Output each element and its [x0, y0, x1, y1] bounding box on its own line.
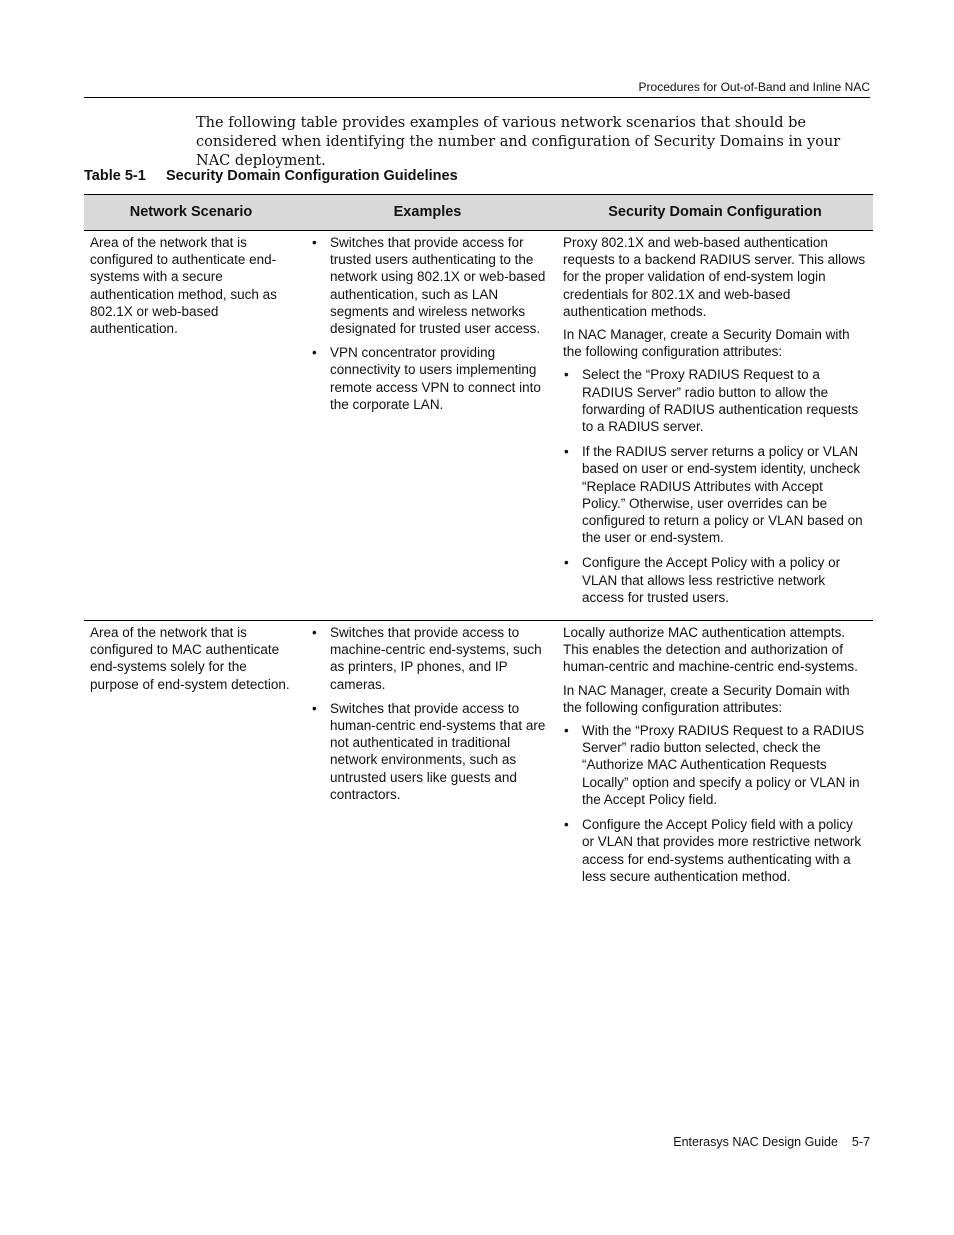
header-examples: Examples: [298, 195, 557, 231]
configuration-item: • Configure the Accept Policy with a policy or VLAN that allows less restrictive network access for trusted users.: [563, 554, 867, 606]
table-header-row: [84, 195, 873, 231]
intro-paragraph: The following table provides examples of various network scenarios that should be considered when identifying the number and configuration of Security Domains in your NAC deployment.: [196, 115, 841, 169]
examples-cell: [298, 231, 557, 621]
example-item: • Switches that provide access for trusted users authenticating to the network using 802.1X or web-based authentication, such as LAN segments and wireless networks designated for trusted user access.: [311, 234, 551, 337]
header-rule: [84, 97, 870, 98]
configuration-list: [563, 722, 867, 885]
table-row: [84, 231, 873, 621]
examples-list: [311, 234, 551, 413]
footer-guide-title: Enterasys NAC Design Guide: [673, 1135, 838, 1149]
example-item: • Switches that provide access to machine-centric end-systems, such as printers, IP phones, and IP cameras.: [311, 624, 551, 693]
configuration-cell: [557, 621, 873, 899]
configuration-paragraph: Locally authorize MAC authentication attempts. This enables the detection and authorization of human-centric and machine-centric end-systems.: [563, 625, 858, 675]
configuration-item: • Select the “Proxy RADIUS Request to a RADIUS Server” radio button to allow the forwarding of RADIUS authentication requests to a RADIUS server.: [563, 366, 867, 435]
examples-list: [311, 624, 551, 803]
table-caption: [84, 168, 458, 184]
scenario-cell: Area of the network that is configured to authenticate end-systems with a secure authentication method, such as 802.1X or web-based authentication.: [84, 231, 298, 621]
security-domain-table: [84, 194, 873, 899]
page-number: 5-7: [851, 1135, 870, 1149]
table-caption-title: Security Domain Configuration Guidelines: [166, 168, 458, 184]
running-header: Procedures for Out-of-Band and Inline NAC: [638, 80, 870, 94]
header-security-domain-configuration: Security Domain Configuration: [557, 195, 873, 231]
page-footer: [673, 1135, 870, 1149]
configuration-paragraph: Proxy 802.1X and web-based authentication requests to a backend RADIUS server. This allows for the proper validation of end-system login credentials for 802.1X and web-based authentication methods.: [563, 235, 866, 319]
configuration-item: • Configure the Accept Policy field with a policy or VLAN that provides more restrictive network access for end-systems authenticating with a less secure authentication method.: [563, 816, 867, 885]
configuration-item: • If the RADIUS server returns a policy or VLAN based on user or end-system identity, uncheck “Replace RADIUS Attributes with Accept Policy.” Otherwise, user overrides can be configured to return a policy or VLAN based on the user or end-system.: [563, 443, 867, 546]
table-row: [84, 621, 873, 899]
examples-cell: [298, 621, 557, 899]
example-item: • VPN concentrator providing connectivity to users implementing remote access VPN to connect into the corporate LAN.: [311, 344, 551, 413]
configuration-paragraph: In NAC Manager, create a Security Domain with the following configuration attributes:: [563, 682, 850, 715]
configuration-list: [563, 366, 867, 606]
configuration-item: • With the “Proxy RADIUS Request to a RADIUS Server” radio button selected, check the “Authorize MAC Authentication Requests Locally” option and specify a policy or VLAN in the Accept Policy field.: [563, 722, 867, 808]
table-caption-number: Table 5-1: [84, 168, 146, 184]
header-network-scenario: Network Scenario: [84, 195, 298, 231]
configuration-paragraph: In NAC Manager, create a Security Domain with the following configuration attributes:: [563, 327, 850, 360]
scenario-cell: Area of the network that is configured to MAC authenticate end-systems solely for the purpose of end-system detection.: [90, 625, 290, 692]
configuration-cell: [557, 231, 873, 621]
example-item: • Switches that provide access to human-centric end-systems that are not authenticated in traditional network environments, such as untrusted users like guests and contractors.: [311, 700, 551, 803]
